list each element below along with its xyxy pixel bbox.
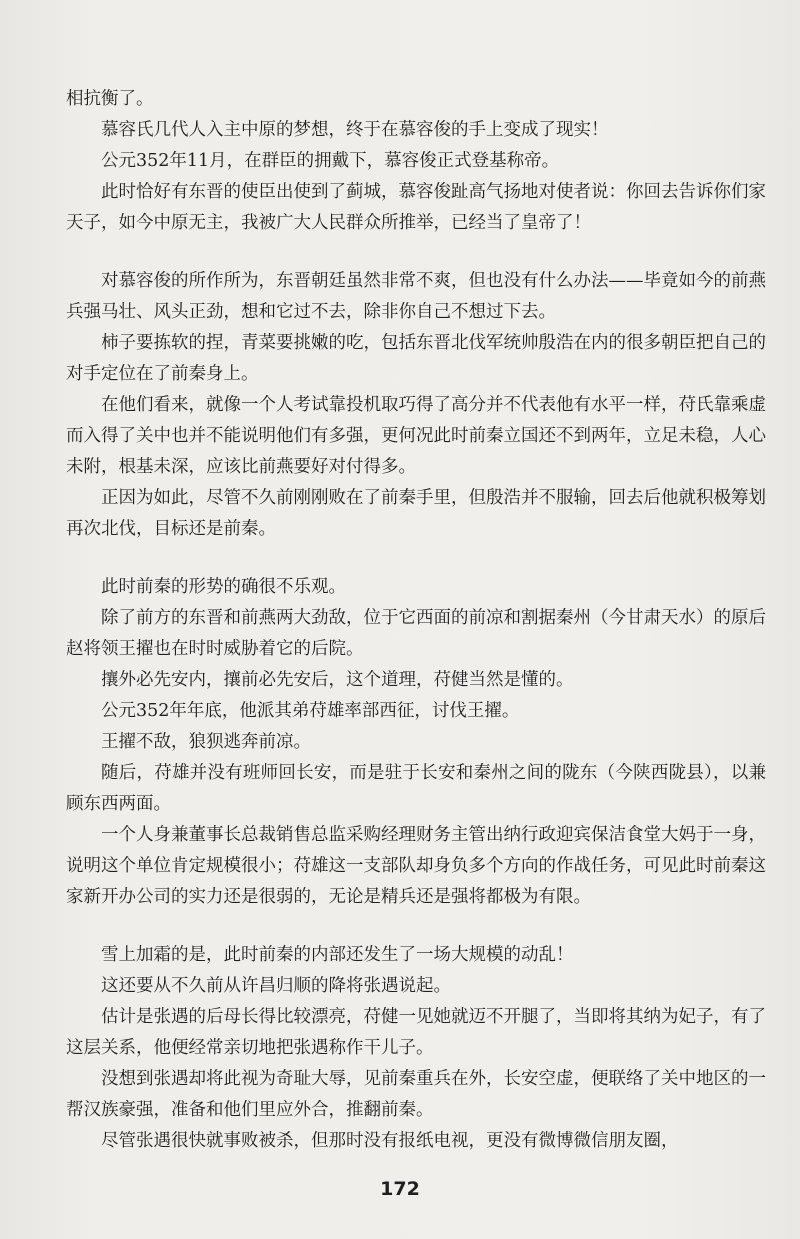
paragraph: 此时恰好有东晋的使臣出使到了蓟城，慕容俊趾高气扬地对使者说：你回去告诉你们家天子，如今中原无主，我被广大人民群众所推举，已经当了皇帝了！ — [66, 182, 766, 233]
paragraph: 随后，苻雄并没有班师回长安，而是驻于长安和秦州之间的陇东（今陕西陇县），以兼顾东西两面。 — [66, 763, 766, 814]
paragraph: 公元352年年底，他派其弟苻雄率部西征，讨伐王擢。 — [101, 701, 520, 721]
paragraph: 没想到张遇却将此视为奇耻大辱，见前秦重兵在外，长安空虚，便联络了关中地区的一帮汉族豪强，准备和他们里应外合，推翻前秦。 — [66, 1069, 766, 1120]
paragraph: 攘外必先安内，攘前必先安后，这个道理，苻健当然是懂的。 — [101, 670, 574, 690]
paragraph: 尽管张遇很快就事败被杀，但那时没有报纸电视，更没有微博微信朋友圈， — [101, 1131, 679, 1151]
paragraph: 此时前秦的形势的确很不乐观。 — [101, 577, 346, 597]
page-number: 172 — [380, 1178, 420, 1200]
section-gap — [66, 239, 766, 266]
section-gap — [66, 545, 766, 572]
paragraph: 柿子要拣软的捏，青菜要挑嫩的吃，包括东晋北伐军统帅殷浩在内的很多朝臣把自己的对手定位在了前秦身上。 — [66, 333, 766, 384]
paragraph: 对慕容俊的所作所为，东晋朝廷虽然非常不爽，但也没有什么办法——毕竟如今的前燕兵强马壮、风头正劲，想和它过不去，除非你自己不想过下去。 — [66, 271, 766, 322]
paragraph: 王擢不敌，狼狈逃奔前凉。 — [101, 732, 311, 752]
paragraph: 这还要从不久前从许昌归顺的降将张遇说起。 — [101, 976, 451, 996]
paragraph: 除了前方的东晋和前燕两大劲敌，位于它西面的前凉和割据秦州（今甘肃天水）的原后赵将领王擢也在时时威胁着它的后院。 — [66, 608, 766, 659]
paragraph: 在他们看来，就像一个人考试靠投机取巧得了高分并不代表他有水平一样，苻氏靠乘虚而入得了关中也并不能说明他们有多强，更何况此时前秦立国还不到两年，立足未稳，人心未附，根基未深，应该比前燕要好对付得多。 — [66, 395, 766, 477]
paragraph: 估计是张遇的后母长得比较漂亮，苻健一见她就迈不开腿了，当即将其纳为妃子，有了这层关系，他便经常亲切地把张遇称作干儿子。 — [66, 1007, 766, 1058]
paragraph: 公元352年11月，在群臣的拥戴下，慕容俊正式登基称帝。 — [101, 151, 560, 171]
body-text — [66, 84, 766, 1157]
paragraph: 慕容氏几代人入主中原的梦想，终于在慕容俊的手上变成了现实！ — [101, 120, 609, 140]
paragraph: 相抗衡了。 — [66, 89, 154, 109]
section-gap — [66, 913, 766, 940]
paragraph: 一个人身兼董事长总裁销售总监采购经理财务主管出纳行政迎宾保洁食堂大妈于一身，说明这个单位肯定规模很小；苻雄这一支部队却身负多个方向的作战任务，可见此时前秦这家新开办公司的实力还是很弱的，无论是精兵还是强将都极为有限。 — [66, 825, 766, 907]
paragraph: 正因为如此，尽管不久前刚刚败在了前秦手里，但殷浩并不服输，回去后他就积极筹划再次北伐，目标还是前秦。 — [66, 488, 766, 539]
paragraph: 雪上加霜的是，此时前秦的内部还发生了一场大规模的动乱！ — [101, 945, 574, 965]
